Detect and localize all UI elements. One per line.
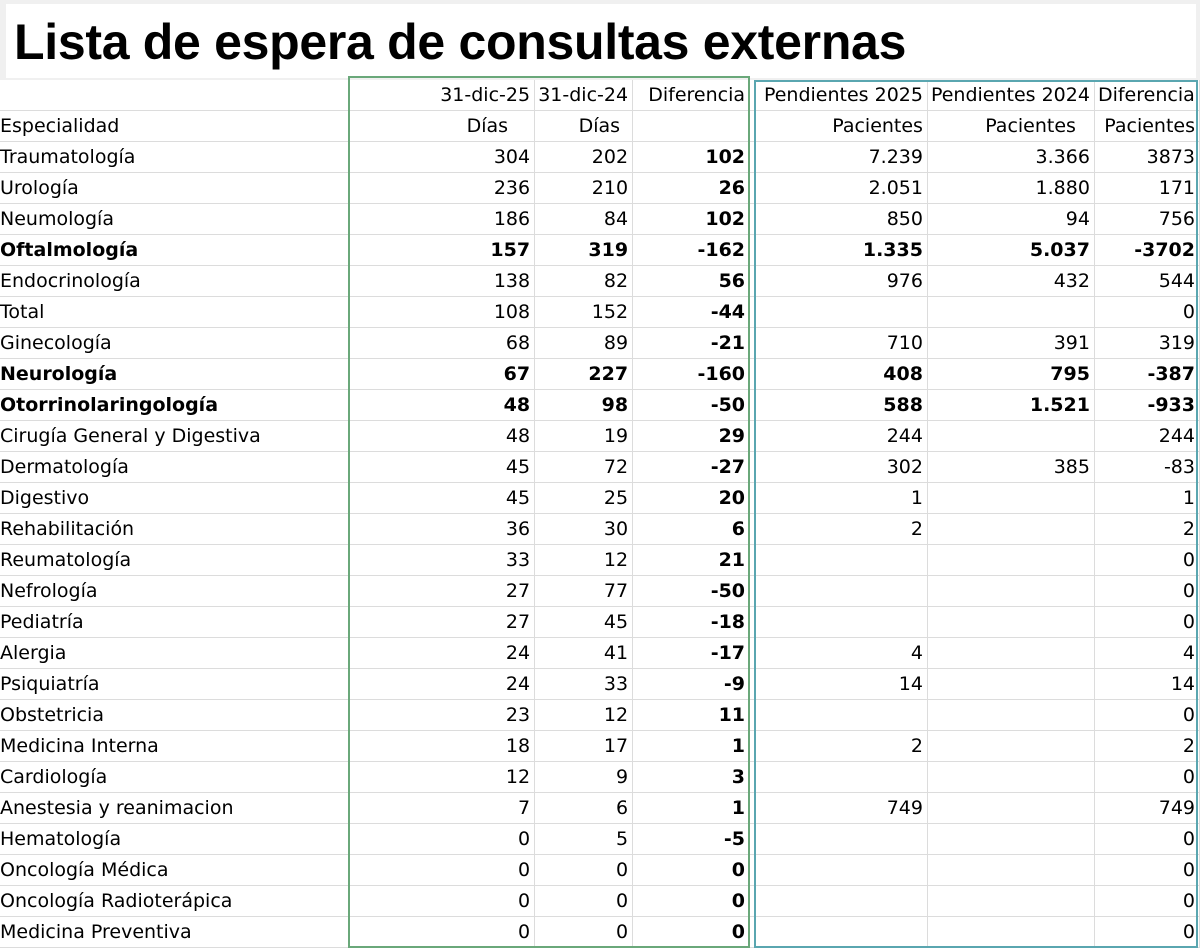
- header-cell[interactable]: Especialidad: [0, 111, 348, 142]
- table-row: [0, 669, 1200, 700]
- patients-2024-cell[interactable]: 5.037: [927, 235, 1094, 266]
- patients-2025-cell[interactable]: [750, 545, 928, 576]
- patients-2025-cell[interactable]: [750, 762, 928, 793]
- patients-diff-cell[interactable]: -933: [1094, 390, 1199, 421]
- days-2025-cell[interactable]: 23: [348, 700, 535, 731]
- specialty-cell[interactable]: Alergia: [0, 638, 348, 669]
- table-row: [0, 173, 1200, 204]
- header-cell[interactable]: Días: [535, 111, 633, 142]
- specialty-cell[interactable]: Rehabilitación: [0, 514, 348, 545]
- days-diff-cell[interactable]: -50: [633, 576, 750, 607]
- patients-diff-cell[interactable]: 0: [1094, 297, 1199, 328]
- days-diff-cell[interactable]: 20: [633, 483, 750, 514]
- days-2024-cell[interactable]: 152: [535, 297, 633, 328]
- patients-diff-cell[interactable]: 14: [1094, 669, 1199, 700]
- days-diff-cell[interactable]: -50: [633, 390, 750, 421]
- header-row-units: [0, 111, 1200, 142]
- specialty-cell[interactable]: Obstetricia: [0, 700, 348, 731]
- specialty-cell[interactable]: Medicina Interna: [0, 731, 348, 762]
- patients-diff-cell[interactable]: 756: [1094, 204, 1199, 235]
- days-2025-cell[interactable]: 33: [348, 545, 535, 576]
- table-row: [0, 762, 1200, 793]
- days-2025-cell[interactable]: 304: [348, 142, 535, 173]
- days-2025-cell[interactable]: 68: [348, 328, 535, 359]
- days-2025-cell[interactable]: 27: [348, 576, 535, 607]
- table-row: [0, 142, 1200, 173]
- specialty-cell[interactable]: Pediatría: [0, 607, 348, 638]
- patients-2024-cell[interactable]: [927, 607, 1094, 638]
- patients-2025-cell[interactable]: 2.051: [750, 173, 928, 204]
- specialty-cell[interactable]: Dermatología: [0, 452, 348, 483]
- days-2025-cell[interactable]: 45: [348, 483, 535, 514]
- days-2024-cell[interactable]: 19: [535, 421, 633, 452]
- patients-2025-cell[interactable]: 244: [750, 421, 928, 452]
- days-2024-cell[interactable]: 41: [535, 638, 633, 669]
- specialty-cell[interactable]: Oftalmología: [0, 235, 348, 266]
- days-2024-cell[interactable]: 98: [535, 390, 633, 421]
- patients-diff-cell[interactable]: 0: [1094, 576, 1199, 607]
- header-cell[interactable]: Pacientes: [1094, 111, 1199, 142]
- patients-2024-cell[interactable]: [927, 669, 1094, 700]
- specialty-cell[interactable]: Reumatología: [0, 545, 348, 576]
- specialty-cell[interactable]: Hematología: [0, 824, 348, 855]
- patients-2024-cell[interactable]: [927, 700, 1094, 731]
- table-row: [0, 297, 1200, 328]
- table-row: [0, 917, 1200, 948]
- header-cell[interactable]: Pacientes: [750, 111, 928, 142]
- days-2024-cell[interactable]: 84: [535, 204, 633, 235]
- table-row: [0, 576, 1200, 607]
- table-row: [0, 390, 1200, 421]
- patients-2025-cell[interactable]: 408: [750, 359, 928, 390]
- patients-diff-cell[interactable]: 749: [1094, 793, 1199, 824]
- patients-2024-cell[interactable]: [927, 855, 1094, 886]
- days-diff-cell[interactable]: 6: [633, 514, 750, 545]
- patients-2024-cell[interactable]: [927, 917, 1094, 948]
- patients-2025-cell[interactable]: 7.239: [750, 142, 928, 173]
- days-2024-cell[interactable]: 9: [535, 762, 633, 793]
- patients-2025-cell[interactable]: [750, 576, 928, 607]
- days-2025-cell[interactable]: 7: [348, 793, 535, 824]
- days-diff-cell[interactable]: 0: [633, 855, 750, 886]
- patients-2025-cell[interactable]: 710: [750, 328, 928, 359]
- patients-2024-cell[interactable]: [927, 793, 1094, 824]
- table-row: [0, 793, 1200, 824]
- days-2024-cell[interactable]: 0: [535, 886, 633, 917]
- specialty-cell[interactable]: Otorrinolaringología: [0, 390, 348, 421]
- days-diff-cell[interactable]: -162: [633, 235, 750, 266]
- patients-diff-cell[interactable]: 4: [1094, 638, 1199, 669]
- table-row: [0, 421, 1200, 452]
- patients-diff-cell[interactable]: -3702: [1094, 235, 1199, 266]
- days-2024-cell[interactable]: 12: [535, 545, 633, 576]
- patients-2024-cell[interactable]: [927, 297, 1094, 328]
- days-2024-cell[interactable]: 89: [535, 328, 633, 359]
- header-cell[interactable]: [633, 111, 750, 142]
- days-2025-cell[interactable]: 0: [348, 824, 535, 855]
- patients-diff-cell[interactable]: 244: [1094, 421, 1199, 452]
- days-diff-cell[interactable]: -17: [633, 638, 750, 669]
- days-diff-cell[interactable]: 29: [633, 421, 750, 452]
- patients-diff-cell[interactable]: 171: [1094, 173, 1199, 204]
- header-cell[interactable]: Pendientes 2024: [927, 80, 1094, 111]
- days-2025-cell[interactable]: 0: [348, 917, 535, 948]
- patients-diff-cell[interactable]: 0: [1094, 762, 1199, 793]
- specialty-cell[interactable]: Digestivo: [0, 483, 348, 514]
- patients-diff-cell[interactable]: -387: [1094, 359, 1199, 390]
- specialty-cell[interactable]: Neurología: [0, 359, 348, 390]
- patients-2024-cell[interactable]: [927, 638, 1094, 669]
- specialty-cell[interactable]: Medicina Preventiva: [0, 917, 348, 948]
- table-row: [0, 855, 1200, 886]
- specialty-cell[interactable]: Oncología Radioterápica: [0, 886, 348, 917]
- days-2025-cell[interactable]: 36: [348, 514, 535, 545]
- patients-2024-cell[interactable]: 94: [927, 204, 1094, 235]
- patients-2025-cell[interactable]: 976: [750, 266, 928, 297]
- header-cell[interactable]: Pacientes: [927, 111, 1094, 142]
- patients-2025-cell[interactable]: 2: [750, 731, 928, 762]
- days-diff-cell[interactable]: -27: [633, 452, 750, 483]
- patients-diff-cell[interactable]: -83: [1094, 452, 1199, 483]
- patients-2025-cell[interactable]: [750, 297, 928, 328]
- patients-2025-cell[interactable]: 4: [750, 638, 928, 669]
- days-2024-cell[interactable]: 72: [535, 452, 633, 483]
- patients-diff-cell[interactable]: 0: [1094, 917, 1199, 948]
- header-cell[interactable]: 31-dic-24: [535, 80, 633, 111]
- specialty-cell[interactable]: Endocrinología: [0, 266, 348, 297]
- patients-diff-cell[interactable]: 0: [1094, 824, 1199, 855]
- days-2025-cell[interactable]: 24: [348, 669, 535, 700]
- days-diff-cell[interactable]: 21: [633, 545, 750, 576]
- patients-2025-cell[interactable]: 302: [750, 452, 928, 483]
- table-row: [0, 607, 1200, 638]
- title-cell[interactable]: [6, 4, 1196, 78]
- header-cell[interactable]: 31-dic-25: [348, 80, 535, 111]
- patients-2025-cell[interactable]: [750, 607, 928, 638]
- days-2025-cell[interactable]: 0: [348, 855, 535, 886]
- specialty-cell[interactable]: Oncología Médica: [0, 855, 348, 886]
- patients-2024-cell[interactable]: 1.880: [927, 173, 1094, 204]
- patients-diff-cell[interactable]: 1: [1094, 483, 1199, 514]
- header-cell[interactable]: Pendientes 2025: [750, 80, 928, 111]
- table-row: [0, 638, 1200, 669]
- table-row: [0, 359, 1200, 390]
- days-diff-cell[interactable]: 102: [633, 204, 750, 235]
- days-2025-cell[interactable]: 27: [348, 607, 535, 638]
- header-cell[interactable]: [0, 80, 348, 111]
- patients-2025-cell[interactable]: 2: [750, 514, 928, 545]
- specialty-cell[interactable]: Nefrología: [0, 576, 348, 607]
- specialty-cell[interactable]: Neumología: [0, 204, 348, 235]
- table-row: [0, 483, 1200, 514]
- table-body: [0, 142, 1200, 948]
- table-row: [0, 700, 1200, 731]
- table-row: [0, 235, 1200, 266]
- patients-2024-cell[interactable]: 3.366: [927, 142, 1094, 173]
- patients-diff-cell[interactable]: 544: [1094, 266, 1199, 297]
- days-2024-cell[interactable]: 17: [535, 731, 633, 762]
- days-2024-cell[interactable]: 77: [535, 576, 633, 607]
- table-row: [0, 328, 1200, 359]
- patients-2025-cell[interactable]: 14: [750, 669, 928, 700]
- table-row: [0, 204, 1200, 235]
- days-diff-cell[interactable]: -18: [633, 607, 750, 638]
- patients-diff-cell[interactable]: 2: [1094, 731, 1199, 762]
- sheet-title: Lista de espera de consultas externas: [14, 14, 907, 70]
- patients-2024-cell[interactable]: 385: [927, 452, 1094, 483]
- days-diff-cell[interactable]: 0: [633, 886, 750, 917]
- days-diff-cell[interactable]: 11: [633, 700, 750, 731]
- patients-diff-cell[interactable]: 0: [1094, 700, 1199, 731]
- patients-2025-cell[interactable]: 850: [750, 204, 928, 235]
- table-row: [0, 514, 1200, 545]
- specialty-cell[interactable]: Anestesia y reanimacion: [0, 793, 348, 824]
- days-diff-cell[interactable]: 3: [633, 762, 750, 793]
- table-row: [0, 545, 1200, 576]
- table-row: [0, 452, 1200, 483]
- days-diff-cell[interactable]: 56: [633, 266, 750, 297]
- patients-2024-cell[interactable]: [927, 762, 1094, 793]
- table-row: [0, 266, 1200, 297]
- patients-2025-cell[interactable]: [750, 917, 928, 948]
- specialty-cell[interactable]: Cardiología: [0, 762, 348, 793]
- days-2024-cell[interactable]: 33: [535, 669, 633, 700]
- days-2025-cell[interactable]: 157: [348, 235, 535, 266]
- patients-2024-cell[interactable]: [927, 483, 1094, 514]
- days-2024-cell[interactable]: 0: [535, 855, 633, 886]
- days-diff-cell[interactable]: -160: [633, 359, 750, 390]
- patients-2024-cell[interactable]: [927, 576, 1094, 607]
- days-diff-cell[interactable]: -9: [633, 669, 750, 700]
- patients-2025-cell[interactable]: 588: [750, 390, 928, 421]
- days-2024-cell[interactable]: 12: [535, 700, 633, 731]
- days-2025-cell[interactable]: 236: [348, 173, 535, 204]
- days-diff-cell[interactable]: 1: [633, 793, 750, 824]
- specialty-cell[interactable]: Urología: [0, 173, 348, 204]
- table-row: [0, 731, 1200, 762]
- days-2025-cell[interactable]: 108: [348, 297, 535, 328]
- patients-diff-cell[interactable]: 0: [1094, 886, 1199, 917]
- days-2025-cell[interactable]: 186: [348, 204, 535, 235]
- days-2025-cell[interactable]: 24: [348, 638, 535, 669]
- patients-2024-cell[interactable]: 795: [927, 359, 1094, 390]
- patients-2025-cell[interactable]: 1: [750, 483, 928, 514]
- patients-2024-cell[interactable]: 432: [927, 266, 1094, 297]
- patients-2025-cell[interactable]: [750, 700, 928, 731]
- specialty-cell[interactable]: Psiquiatría: [0, 669, 348, 700]
- days-2025-cell[interactable]: 12: [348, 762, 535, 793]
- days-diff-cell[interactable]: -5: [633, 824, 750, 855]
- days-2025-cell[interactable]: 0: [348, 886, 535, 917]
- patients-diff-cell[interactable]: 0: [1094, 855, 1199, 886]
- table-row: [0, 824, 1200, 855]
- patients-2024-cell[interactable]: 1.521: [927, 390, 1094, 421]
- title-area: [0, 0, 1200, 80]
- specialty-cell[interactable]: Total: [0, 297, 348, 328]
- patients-diff-cell[interactable]: 319: [1094, 328, 1199, 359]
- patients-2024-cell[interactable]: [927, 731, 1094, 762]
- patients-diff-cell[interactable]: 2: [1094, 514, 1199, 545]
- patients-2024-cell[interactable]: [927, 886, 1094, 917]
- waiting-list-table: [0, 80, 1200, 948]
- days-2024-cell[interactable]: 6: [535, 793, 633, 824]
- days-2024-cell[interactable]: 30: [535, 514, 633, 545]
- patients-2024-cell[interactable]: [927, 514, 1094, 545]
- days-2025-cell[interactable]: 48: [348, 390, 535, 421]
- patients-2025-cell[interactable]: [750, 824, 928, 855]
- patients-2024-cell[interactable]: [927, 824, 1094, 855]
- days-diff-cell[interactable]: 1: [633, 731, 750, 762]
- days-2024-cell[interactable]: 5: [535, 824, 633, 855]
- patients-2025-cell[interactable]: 1.335: [750, 235, 928, 266]
- days-2024-cell[interactable]: 319: [535, 235, 633, 266]
- days-diff-cell[interactable]: -21: [633, 328, 750, 359]
- header-row-dates: [0, 80, 1200, 111]
- table-row: [0, 886, 1200, 917]
- patients-2024-cell[interactable]: [927, 545, 1094, 576]
- days-2025-cell[interactable]: 45: [348, 452, 535, 483]
- header-cell[interactable]: Diferencia: [633, 80, 750, 111]
- days-2024-cell[interactable]: 227: [535, 359, 633, 390]
- days-2024-cell[interactable]: 210: [535, 173, 633, 204]
- days-diff-cell[interactable]: 0: [633, 917, 750, 948]
- patients-diff-cell[interactable]: 0: [1094, 607, 1199, 638]
- days-2024-cell[interactable]: 0: [535, 917, 633, 948]
- days-2024-cell[interactable]: 202: [535, 142, 633, 173]
- days-2025-cell[interactable]: 18: [348, 731, 535, 762]
- days-2024-cell[interactable]: 45: [535, 607, 633, 638]
- patients-2025-cell[interactable]: [750, 886, 928, 917]
- days-2024-cell[interactable]: 25: [535, 483, 633, 514]
- days-2024-cell[interactable]: 82: [535, 266, 633, 297]
- days-diff-cell[interactable]: -44: [633, 297, 750, 328]
- patients-2024-cell[interactable]: 391: [927, 328, 1094, 359]
- patients-2025-cell[interactable]: 749: [750, 793, 928, 824]
- header-cell[interactable]: Días: [348, 111, 535, 142]
- specialty-cell[interactable]: Traumatología: [0, 142, 348, 173]
- days-2025-cell[interactable]: 67: [348, 359, 535, 390]
- specialty-cell[interactable]: Cirugía General y Digestiva: [0, 421, 348, 452]
- days-2025-cell[interactable]: 138: [348, 266, 535, 297]
- days-diff-cell[interactable]: 102: [633, 142, 750, 173]
- specialty-cell[interactable]: Ginecología: [0, 328, 348, 359]
- patients-2025-cell[interactable]: [750, 855, 928, 886]
- patients-2024-cell[interactable]: [927, 421, 1094, 452]
- days-diff-cell[interactable]: 26: [633, 173, 750, 204]
- days-2025-cell[interactable]: 48: [348, 421, 535, 452]
- patients-diff-cell[interactable]: 3873: [1094, 142, 1199, 173]
- header-cell[interactable]: Diferencia: [1094, 80, 1199, 111]
- patients-diff-cell[interactable]: 0: [1094, 545, 1199, 576]
